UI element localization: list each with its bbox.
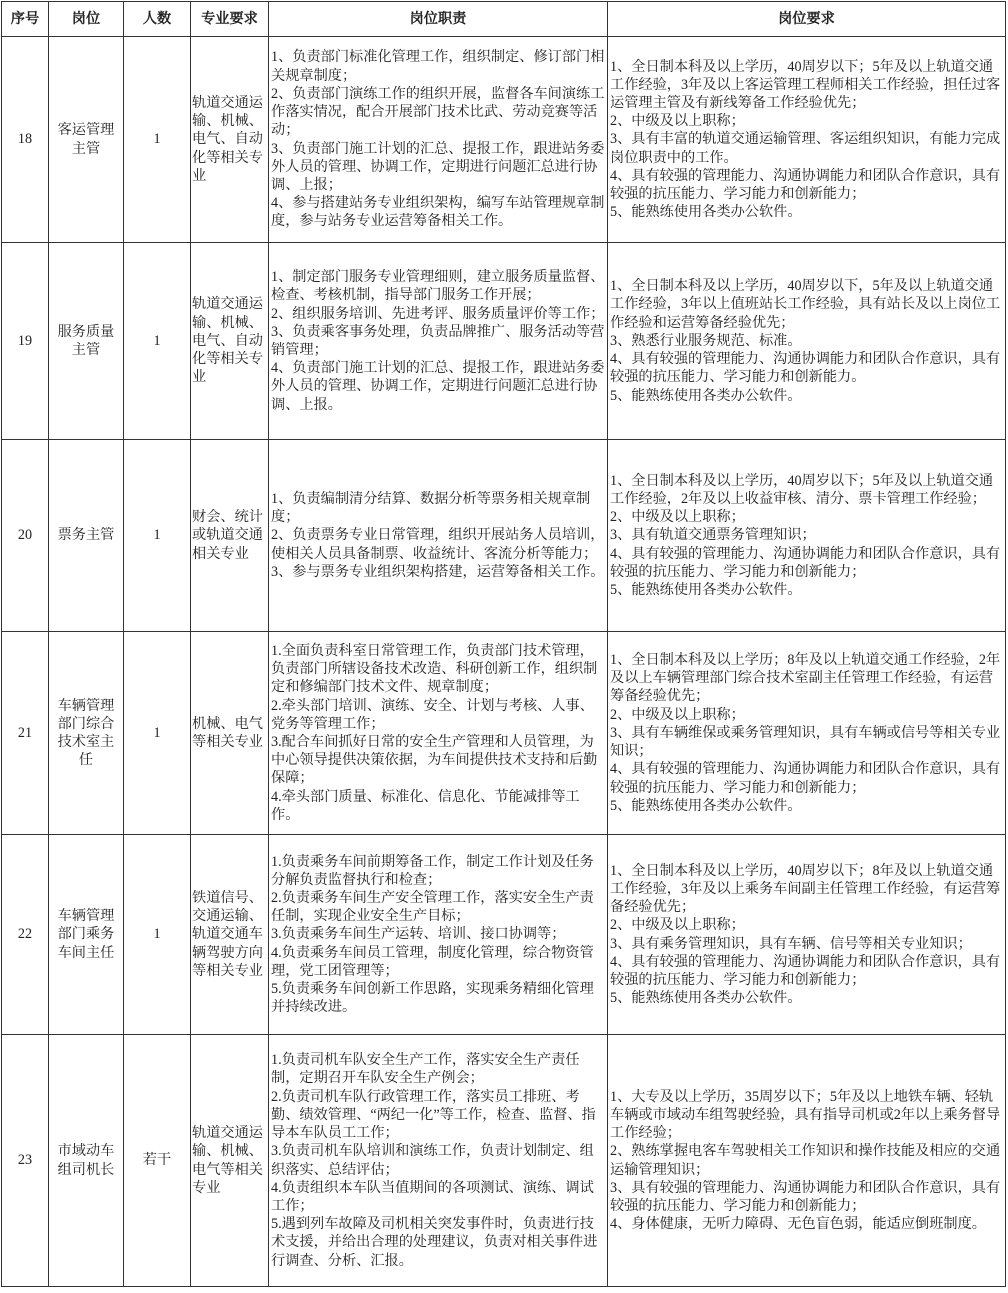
cell-position: 票务主管: [49, 440, 124, 632]
cell-count: 1: [124, 632, 191, 835]
cell-requirements: 1、大专及以上学历，35周岁以下；5年及以上地铁车辆、轻轨车辆或市域动车组驾驶经验，具有指导司机或2年以上乘务督导工作经验； 2、熟练掌握电客车驾驶相关工作知识和操作技能及相应的交通运输管理知识； 3、具有较强的管理能力、沟通协调能力和团队合作意识，具有较强的抗压能力、学习能力和创新能力； 4、身体健康，无听力障碍、无色盲色弱，能适应倒班制度。: [608, 1035, 1006, 1287]
table-row: [2, 243, 1006, 440]
cell-major: 轨道交通运输、机械、电气等相关专业: [191, 1035, 269, 1287]
table-row: [2, 440, 1006, 632]
cell-no: 20: [2, 440, 49, 632]
table-row: [2, 835, 1006, 1035]
cell-count: 1: [124, 37, 191, 243]
cell-requirements: 1、全日制本科及以上学历，40周岁以下；5年及以上轨道交通工作经验，3年及以上客运管理工程师相关工作经验，担任过客运管理主管及有新线筹备工作经验优先； 2、中级及以上职称； 3、具有丰富的轨道交通运输管理、客运组织知识，有能力完成岗位职责中的工作。 4、具有较强的管理能力、沟通协调能力和团队合作意识，具有较强的抗压能力、学习能力和创新能力； 5、能熟练使用各类办公软件。: [608, 37, 1006, 243]
table-row: [2, 37, 1006, 243]
cell-major: 铁道信号、交通运输、轨道交通车辆驾驶方向等相关专业: [191, 835, 269, 1035]
cell-no: 19: [2, 243, 49, 440]
cell-major: 轨道交通运输、机械、电气、自动化等相关专业: [191, 243, 269, 440]
header-position: 岗位: [49, 2, 124, 37]
cell-no: 23: [2, 1035, 49, 1287]
cell-requirements: 1、全日制本科及以上学历，40周岁以下；5年及以上轨道交通工作经验，2年及以上收益审核、清分、票卡管理工作经验； 2、中级及以上职称； 3、具有轨道交通票务管理知识； 4、具有较强的管理能力、沟通协调能力和团队合作意识，具有较强的抗压能力、学习能力和创新能力； 5、能熟练使用各类办公软件。: [608, 440, 1006, 632]
table-row: [2, 632, 1006, 835]
cell-duties: 1.负责乘务车间前期筹备工作，制定工作计划及任务分解负责监督执行和检查； 2.负责乘务车间生产安全管理工作，落实安全生产责任制，实现企业安全生产目标； 3.负责乘务车间生产运转、培训、接口协调等； 4.负责乘务车间员工管理，制度化管理，综合物资管理，党工团管理等； 5.负责乘务车间创新工作思路，实现乘务精细化管理并持续改进。: [269, 835, 608, 1035]
cell-major: 财会、统计或轨道交通相关专业: [191, 440, 269, 632]
cell-position: 车辆管理部门乘务车间主任: [49, 835, 124, 1035]
header-no: 序号: [2, 2, 49, 37]
cell-position: 客运管理主管: [49, 37, 124, 243]
cell-requirements: 1、全日制本科及以上学历，40周岁以下；8年及以上轨道交通工作经验，3年及以上乘务车间副主任管理工作经验，有运营筹备经验优先； 2、中级及以上职称； 3、具有乘务管理知识，具有车辆、信号等相关专业知识； 4、具有较强的管理能力、沟通协调能力和团队合作意识，具有较强的抗压能力、学习能力和创新能力； 5、能熟练使用各类办公软件。: [608, 835, 1006, 1035]
header-duties: 岗位职责: [269, 2, 608, 37]
cell-count: 1: [124, 835, 191, 1035]
cell-major: 机械、电气等相关专业: [191, 632, 269, 835]
cell-duties: 1.全面负责科室日常管理工作，负责部门技术管理，负责部门所辖设备技术改造、科研创新工作，组织制定和修编部门技术文件、规章制度； 2.牵头部门培训、演练、安全、计划与考核、人事、党务等管理工作； 3.配合车间抓好日常的安全生产管理和人员管理，为中心领导提供决策依据，为车间提供技术支持和后勤保障； 4.牵头部门质量、标准化、信息化、节能减排等工作。: [269, 632, 608, 835]
cell-count: 1: [124, 243, 191, 440]
cell-duties: 1.负责司机车队安全生产工作，落实安全生产责任制，定期召开车队安全生产例会； 2.负责司机车队行政管理工作，落实员工排班、考勤、绩效管理、“两纪一化”等工作，检查、监督、指导本车队员工工作； 3.负责司机车队培训和演练工作，负责计划制定、组织落实、总结评估； 4.负责组织本车队当值期间的各项测试、演练、调试工作； 5.遇到列车故障及司机相关突发事件时，负责进行技术支援，并给出合理的处理建议，负责对相关事件进行调查、分析、汇报。: [269, 1035, 608, 1287]
header-count: 人数: [124, 2, 191, 37]
header-requirements: 岗位要求: [608, 2, 1006, 37]
cell-count: 1: [124, 440, 191, 632]
cell-duties: 1、负责部门标准化管理工作，组织制定、修订部门相关规章制度； 2、负责部门演练工作的组织开展，监督各车间演练工作落实情况，配合开展部门技术比武、劳动竞赛等活动； 3、负责部门施工计划的汇总、提报工作，跟进站务委外人员的管理、协调工作，定期进行问题汇总进行协调、上报； 4、参与搭建站务专业组织架构，编写车站管理规章制度，参与站务专业运营筹备相关工作。: [269, 37, 608, 243]
cell-major: 轨道交通运输、机械、电气、自动化等相关专业: [191, 37, 269, 243]
table-header-row: [2, 2, 1006, 37]
cell-position: 市域动车组司机长: [49, 1035, 124, 1287]
cell-count: 若干: [124, 1035, 191, 1287]
cell-no: 18: [2, 37, 49, 243]
cell-no: 22: [2, 835, 49, 1035]
cell-duties: 1、负责编制清分结算、数据分析等票务相关规章制度； 2、负责票务专业日常管理，组织开展站务人员培训，使相关人员具备制票、收益统计、客流分析等能力； 3、参与票务专业组织架构搭建，运营筹备相关工作。: [269, 440, 608, 632]
cell-position: 服务质量主管: [49, 243, 124, 440]
recruitment-table: [1, 1, 1006, 1287]
cell-no: 21: [2, 632, 49, 835]
cell-requirements: 1、全日制本科及以上学历，40周岁以下，5年及以上轨道交通工作经验，3年以上值班站长工作经验，具有站长及以上岗位工作经验和运营筹备经验优先； 3、熟悉行业服务规范、标准。 4、具有较强的管理能力、沟通协调能力和团队合作意识，具有较强的抗压能力、学习能力和创新能力。 5、能熟练使用各类办公软件。: [608, 243, 1006, 440]
cell-requirements: 1、全日制本科及以上学历；8年及以上轨道交通工作经验，2年及以上车辆管理部门综合技术室副主任管理工作经验，有运营筹备经验优先； 2、中级及以上职称； 3、具有车辆维保或乘务管理知识，具有车辆或信号等相关专业知识； 4、具有较强的管理能力、沟通协调能力和团队合作意识，具有较强的抗压能力、学习能力和创新能力； 5、能熟练使用各类办公软件。: [608, 632, 1006, 835]
cell-position: 车辆管理部门综合技术室主任: [49, 632, 124, 835]
cell-duties: 1、制定部门服务专业管理细则，建立服务质量监督、检查、考核机制，指导部门服务工作开展； 2、组织服务培训、先进考评、服务质量评价等工作； 3、负责乘客事务处理，负责品牌推广、服务活动等营销管理； 4、负责部门施工计划的汇总、提报工作，跟进站务委外人员的管理、协调工作，定期进行问题汇总进行协调、上报。: [269, 243, 608, 440]
table-row: [2, 1035, 1006, 1287]
header-major: 专业要求: [191, 2, 269, 37]
